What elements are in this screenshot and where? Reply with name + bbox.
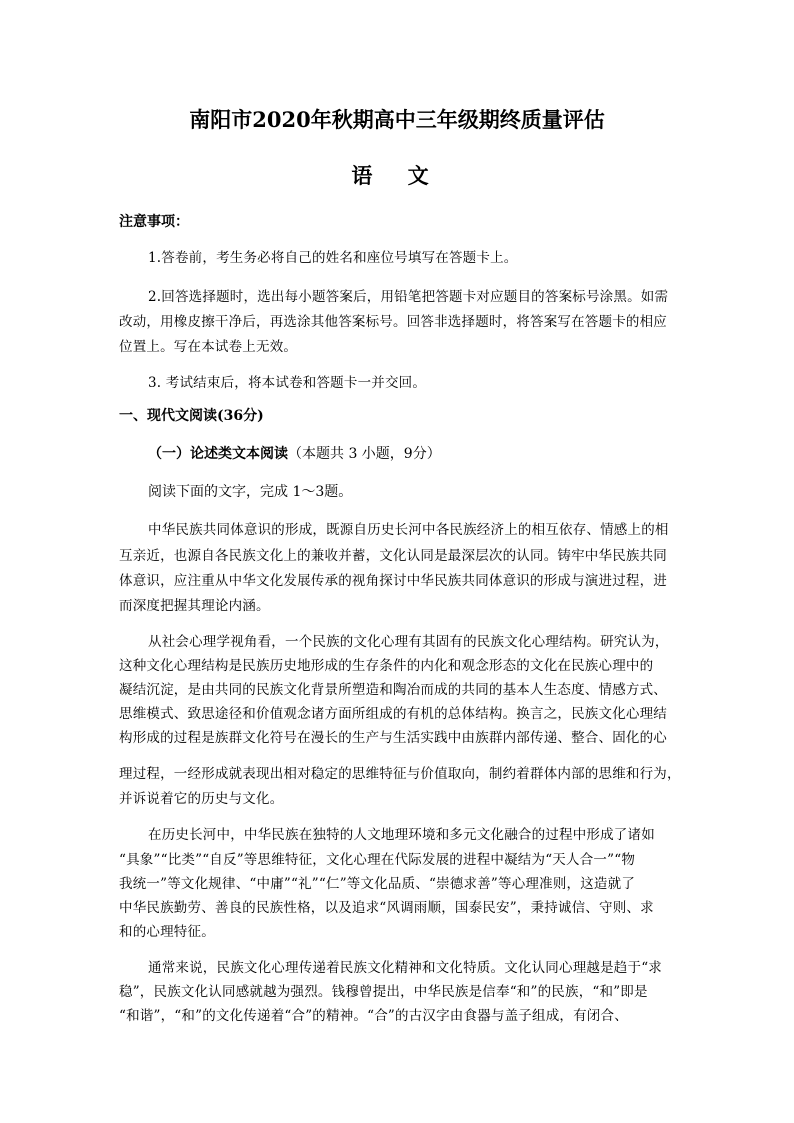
paragraph-1-line-2: 互亲近，也源自各民族文化上的兼收并蓄，文化认同是最深层次的认同。铸牢中华民族共同: [119, 548, 667, 564]
paragraph-3-line-2: “具象”“比类”“自反”等思维特征，文化心理在代际发展的进程中凝结为“天人合一”“物: [119, 852, 636, 868]
notice-heading: 注意事项：: [119, 214, 189, 230]
paragraph-2-line-2: 这种文化心理结构是民族历史地形成的生存条件的内化和观念形态的文化在民族心理中的: [119, 658, 654, 674]
instruction-text: 阅读下面的文字，完成 1～3题。: [148, 484, 353, 500]
paragraph-2-line-3: 凝结沉淀，是由共同的民族文化背景所塑造和陶冶而成的共同的基本人生态度、情感方式、: [119, 682, 667, 698]
paragraph-2-line-7: 并诉说着它的历史与文化。: [119, 791, 284, 807]
paragraph-3-line-3: 我统一”等文化规律、“中庸”“礼”“仁”等文化品质、“崇德求善”等心理准则，这造就了: [119, 876, 636, 892]
paragraph-1-line-3: 体意识，应注重从中华文化发展传承的视角探讨中华民族共同体意识的形成与演进过程，进: [119, 573, 667, 589]
paragraph-3-line-5: 和的心理特征。: [119, 924, 215, 940]
subsection-title: （一）论述类文本阅读: [148, 446, 288, 462]
paragraph-2-line-1: 从社会心理学视角看，一个民族的文化心理有其固有的民族文化心理结构。研究认为，: [148, 634, 669, 650]
notice-item-3: 3. 考试结束后，将本试卷和答题卡一并交回。: [148, 375, 427, 391]
paragraph-2-line-5: 构形成的过程是族群文化符号在漫长的生产与生活实践中由族群内部传递、整合、固化的心: [119, 730, 667, 746]
notice-item-2-line-3: 位置上。写在本试卷上无效。: [119, 339, 298, 355]
paragraph-1-line-4: 而深度把握其理论内涵。: [119, 598, 270, 614]
paragraph-3-line-1: 在历史长河中，中华民族在独特的人文地理环境和多元文化融合的过程中形成了诸如: [148, 827, 655, 843]
section-heading: 一、现代文阅读(36分): [119, 408, 264, 424]
notice-item-1: 1.答卷前，考生务必将自己的姓名和座位号填写在答题卡上。: [148, 250, 518, 266]
notice-item-2-line-1: 2.回答选择题时，选出每小题答案后，用铅笔把答题卡对应题目的答案标号涂黑。如需: [148, 289, 669, 305]
subsection-heading: [148, 443, 441, 463]
subject-title: 语 文: [351, 163, 443, 188]
paragraph-1-line-1: 中华民族共同体意识的形成，既源自历史长河中各民族经济上的相互依存、情感上的相: [148, 522, 669, 538]
paragraph-2-line-6: 理过程，一经形成就表现出相对稳定的思维特征与价值取向，制约着群体内部的思维和行为，: [119, 766, 681, 782]
paragraph-4-line-1: 通常来说，民族文化心理传递着民族文化精神和文化特质。文化认同心理越是趋于“求: [148, 960, 663, 976]
paragraph-4-line-2: 稳”，民族文化认同感就越为强烈。钱穆曾提出，中华民族是信奉“和”的民族，“和”即是: [119, 984, 648, 1000]
paragraph-4-line-3: “和谐”，“和”的文化传递着“合”的精神。“合”的古汉字由食器与盖子组成，有闭合、: [119, 1008, 628, 1024]
paragraph-3-line-4: 中华民族勤劳、善良的民族性格，以及追求“风调雨顺，国泰民安”，秉持诚信、守则、求: [119, 900, 654, 916]
paragraph-2-line-4: 思维模式、致思途径和价值观念诸方面所组成的有机的总体结构。换言之，民族文化心理结: [119, 706, 667, 722]
subsection-note: （本题共 3 小题，9分）: [288, 446, 441, 462]
notice-item-2-line-2: 改动，用橡皮擦干净后，再选涂其他答案标号。回答非选择题时，将答案写在答题卡的相应: [119, 314, 667, 330]
document-title: 南阳市2020年秋期高中三年级期终质量评估: [189, 107, 605, 132]
